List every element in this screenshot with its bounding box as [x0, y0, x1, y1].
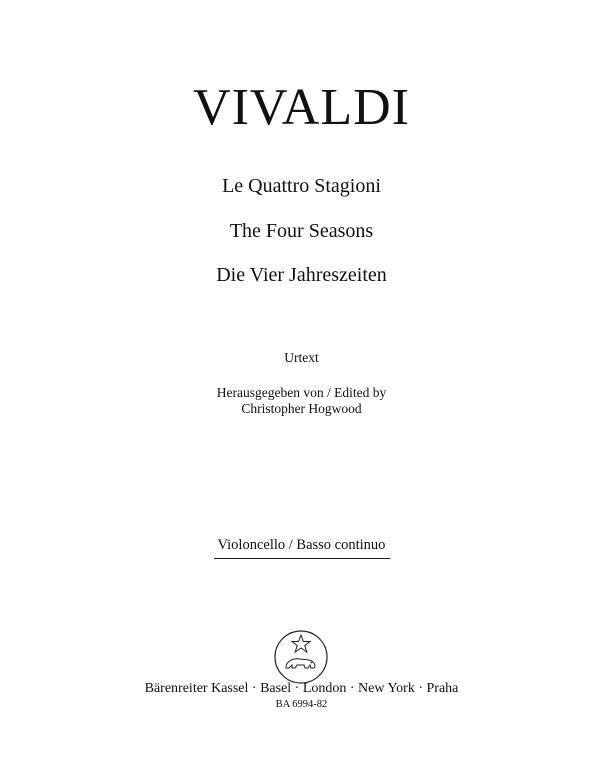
editor-name: Christopher Hogwood: [241, 401, 362, 416]
title-english: The Four Seasons: [229, 220, 374, 242]
title-italian: Le Quattro Stagioni: [222, 175, 381, 197]
instrument-underline: [214, 558, 390, 559]
urtext-label: Urtext: [284, 350, 319, 365]
title-german: Die Vier Jahreszeiten: [216, 264, 387, 286]
instrument-part: Violoncello / Basso continuo: [217, 537, 386, 553]
publisher-cities: Bärenreiter Kassel · Basel · London · New York · Praha: [144, 681, 459, 696]
composer-name: VIVALDI: [193, 79, 410, 136]
catalog-number: BA 6994-82: [275, 699, 328, 710]
edited-by-label: Herausgegeben von / Edited by: [216, 385, 387, 400]
